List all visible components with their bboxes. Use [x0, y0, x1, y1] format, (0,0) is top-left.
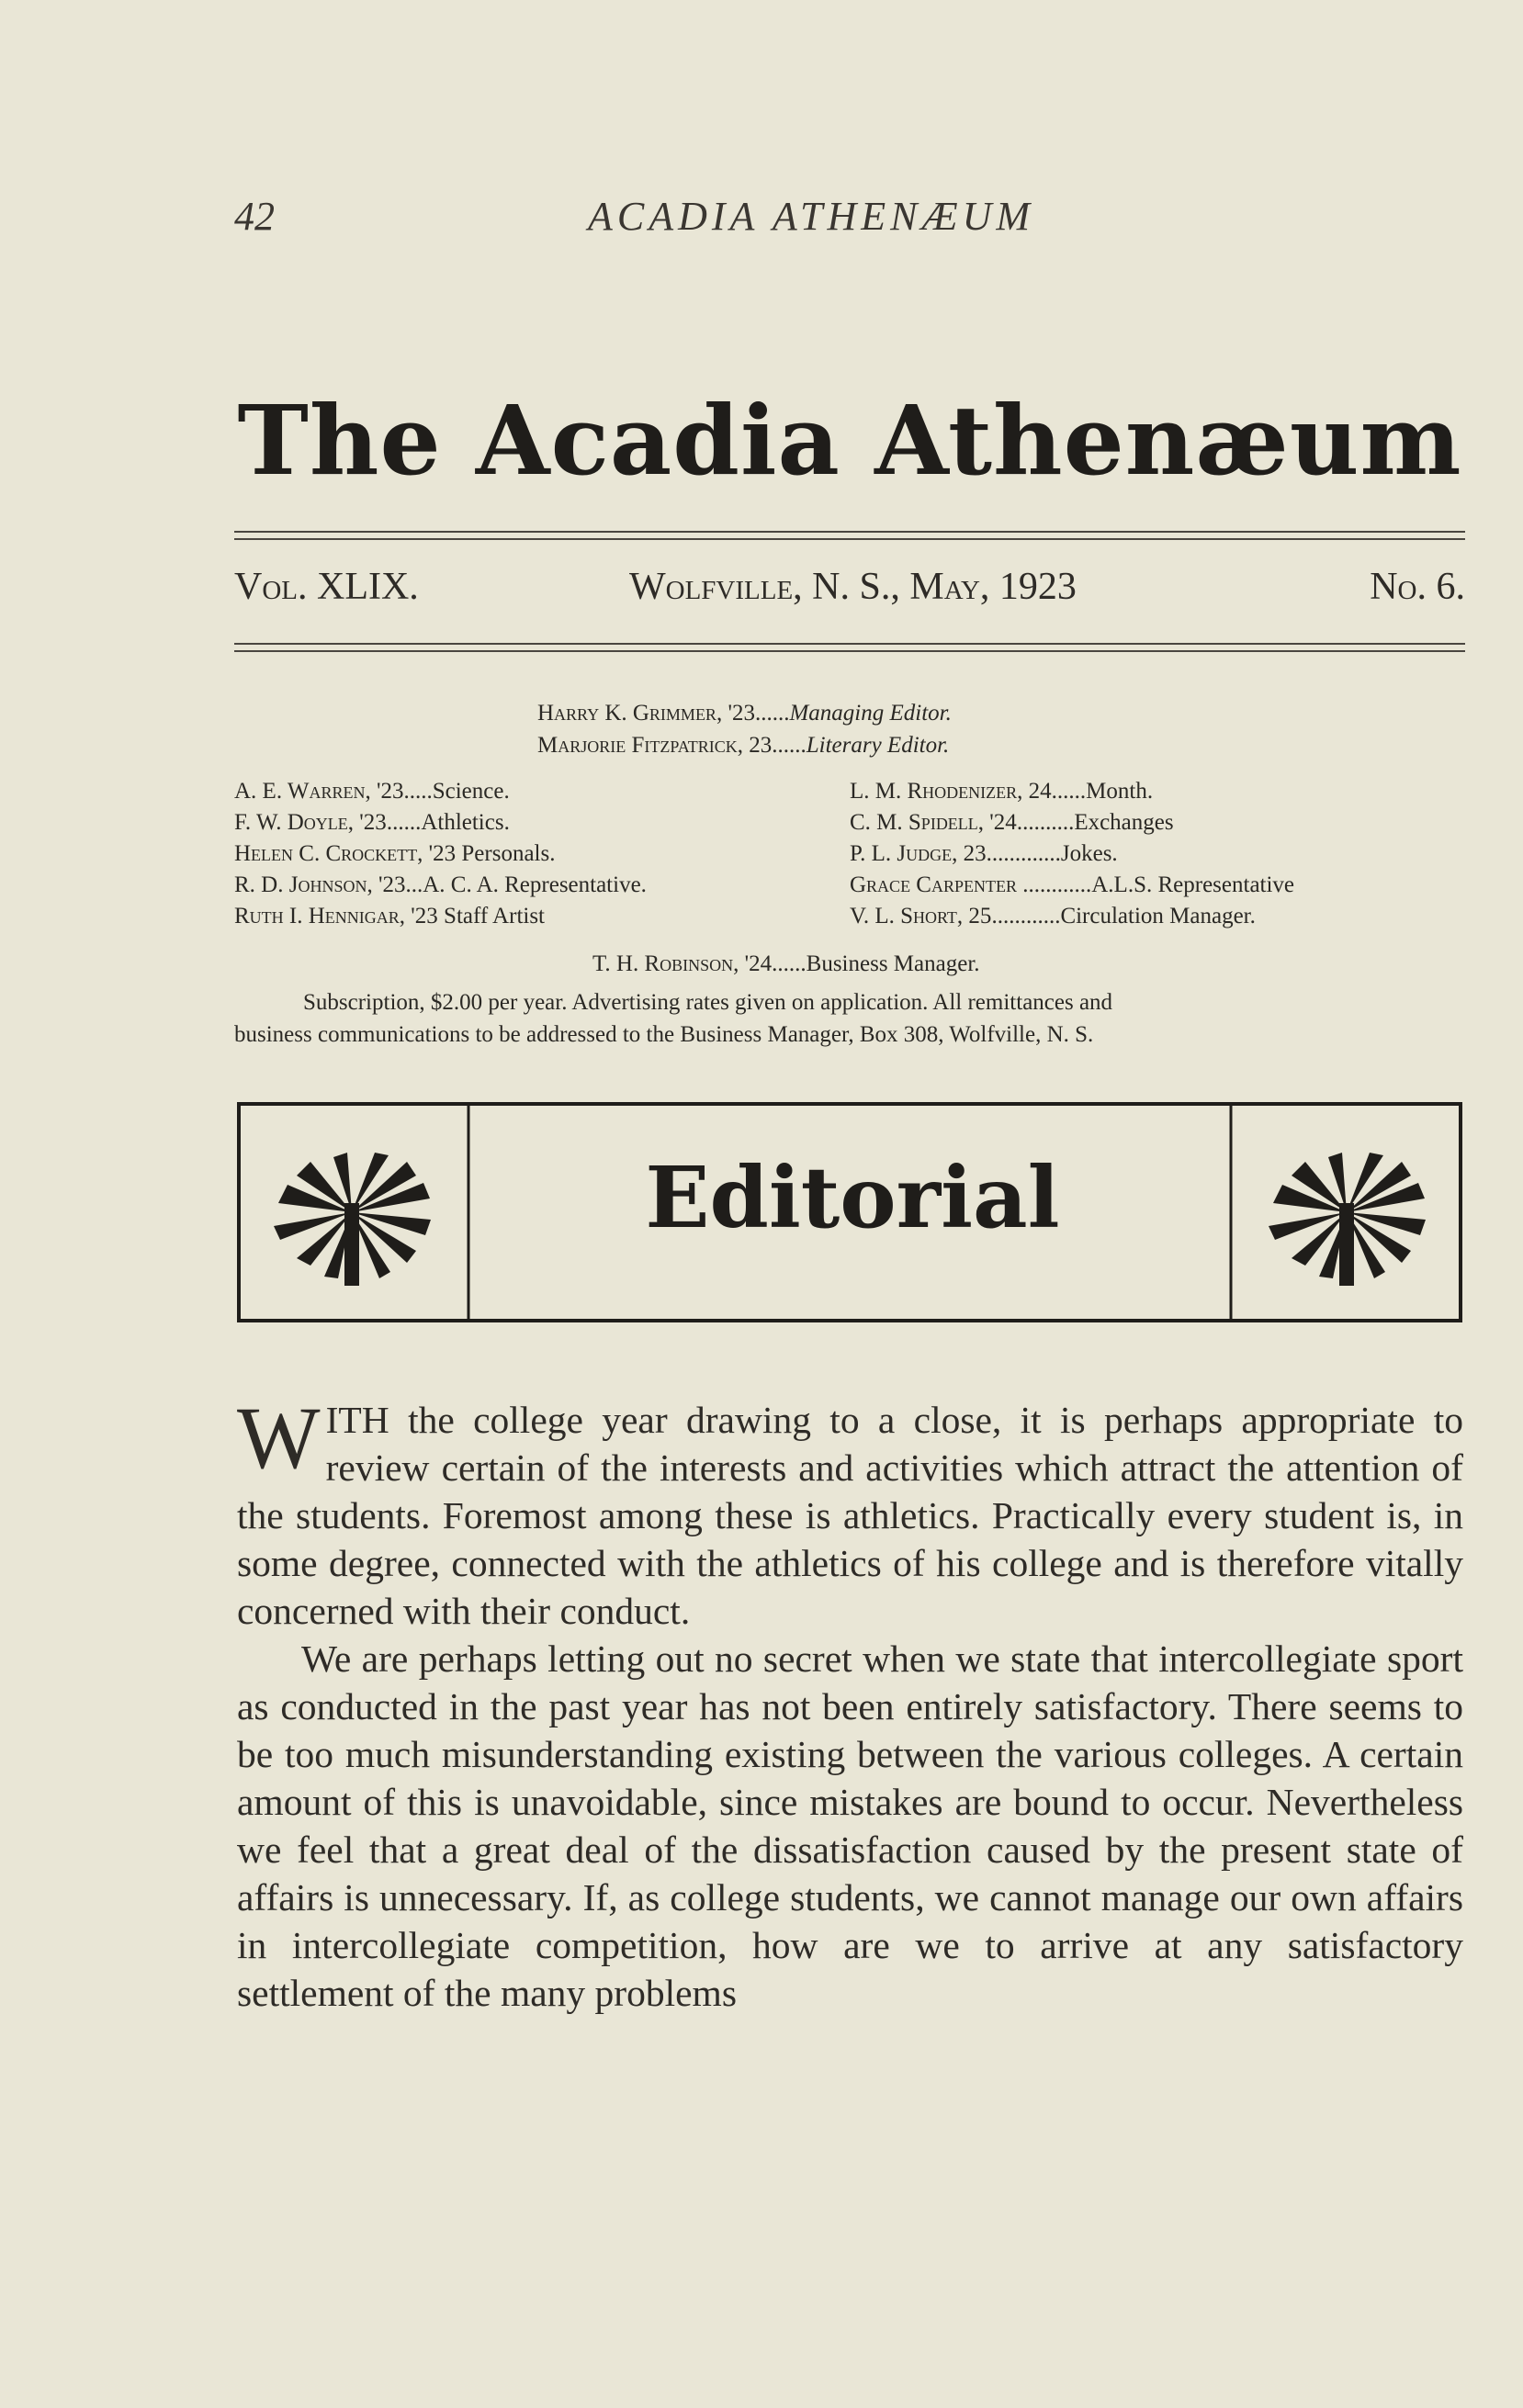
staff-entry: Ruth I. Hennigar, '23 Staff Artist	[234, 904, 546, 928]
notice-line: Subscription, $2.00 per year. Advertising rates given on application. All remittances and	[303, 990, 1113, 1015]
staff-entry: Helen C. Crockett, '23 Personals.	[234, 841, 556, 866]
issue-number: No. 6.	[1370, 566, 1465, 608]
masthead-title: The Acadia Athenæum	[237, 384, 1462, 497]
page-number: 42	[234, 194, 275, 239]
editorial-banner	[237, 1102, 1462, 1322]
paragraph: We are perhaps letting out no secret when we state that intercollegiate sport as conducted in the past year has not been entirely satisfactory. There seems to be too much misunderstanding existing between the various colleges. A certain amount of this is unavoidable, since mistakes are bound to occur. Nevertheless we feel that a great deal of the dissatisfaction caused by the present state of affairs is unnecessary. If, as college students, we cannot manage our own affairs in intercollegiate competition, how are we to arrive at any satisfactory settlement of the many problems	[237, 1637, 1463, 2014]
staff-entry: Marjorie Fitzpatrick, 23......Literary Editor.	[537, 733, 950, 758]
palm-ornament-icon	[260, 1148, 444, 1286]
staff-entry: L. M. Rhodenizer, 24......Month.	[850, 779, 1154, 804]
staff-entry: Harry K. Grimmer, '23......Managing Editor.	[537, 701, 952, 726]
paragraph: WITH the college year drawing to a close, it is perhaps appropriate to review certain of the interests and activities which attract the attention of the students. Foremost among these is athletics. Practically every student is, in some degree, connected with the athletics of his college and is therefore vitally concerned with their conduct.	[237, 1389, 1463, 1632]
staff-entry: Grace Carpenter ............A.L.S. Representative	[850, 872, 1295, 897]
editorial-body	[237, 1389, 1463, 2017]
staff-entry: P. L. Judge, 23.............Jokes.	[850, 841, 1118, 866]
staff-entry: T. H. Robinson, '24......Business Manager.	[592, 951, 980, 976]
staff-entry: A. E. Warren, '23.....Science.	[234, 779, 510, 804]
volume-number: Vol. XLIX.	[234, 566, 419, 608]
section-heading: Editorial	[645, 1148, 1060, 1247]
place-date: Wolfville, N. S., May, 1923	[629, 566, 1077, 608]
drop-cap: W	[237, 1389, 321, 1487]
staff-entry: R. D. Johnson, '23...A. C. A. Representative.	[234, 872, 647, 897]
palm-ornament-icon	[1255, 1148, 1438, 1286]
staff-entry: C. M. Spidell, '24..........Exchanges	[850, 810, 1174, 835]
notice-line: business communications to be addressed to the Business Manager, Box 308, Wolfville, N. S.	[234, 1022, 1094, 1047]
journal-title: ACADIA ATHENÆUM	[588, 194, 1035, 239]
staff-entry: F. W. Doyle, '23......Athletics.	[234, 810, 510, 835]
staff-entry: V. L. Short, 25............Circulation Manager.	[850, 904, 1256, 928]
